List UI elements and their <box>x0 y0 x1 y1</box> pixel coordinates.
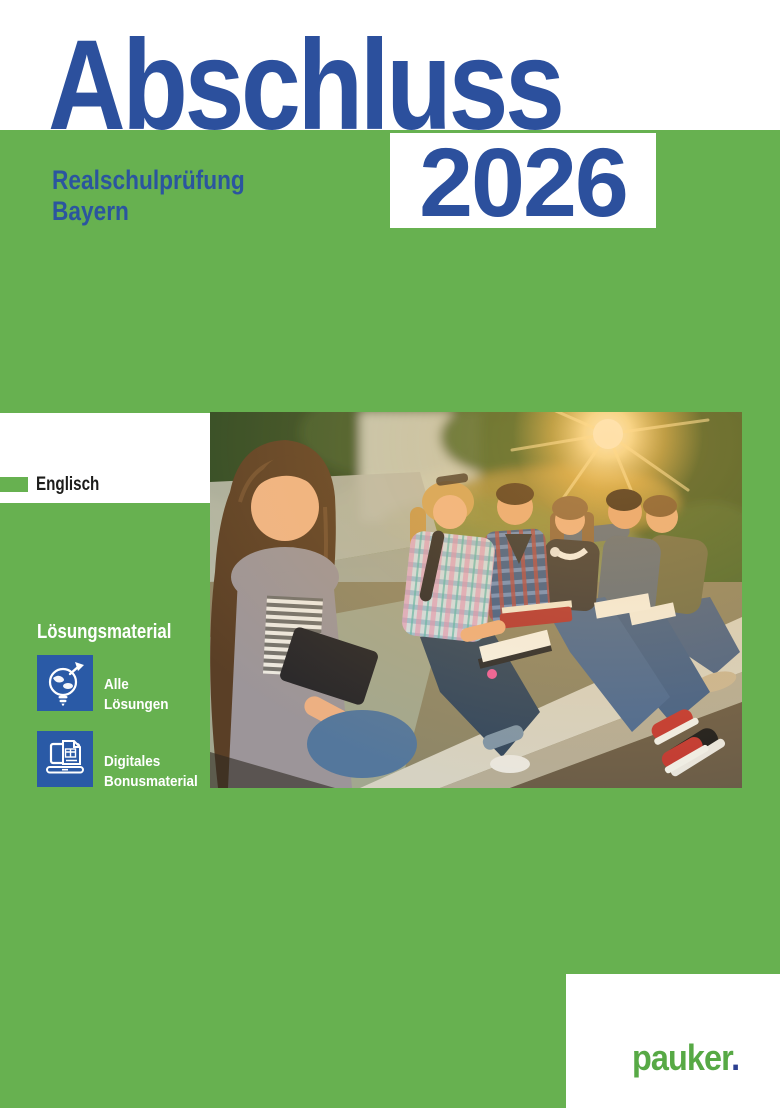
cover-photo <box>210 412 742 788</box>
subject-label: Englisch <box>36 474 100 495</box>
subject-band <box>0 413 210 503</box>
subtitle-line1: Realschulprüfung <box>52 165 245 195</box>
publisher-logo-dot: . <box>731 1037 740 1078</box>
publisher-logo <box>632 1037 751 1078</box>
subtitle <box>52 165 282 227</box>
material-label-digital <box>104 752 208 792</box>
material-label-solutions <box>104 675 176 715</box>
subtitle-line2: Bayern <box>52 196 129 226</box>
publisher-name: pauker <box>632 1037 732 1078</box>
material-label-line: Lösungen <box>104 696 169 713</box>
globe-lightbulb-arrow-icon <box>37 655 93 711</box>
materials-heading: Lösungsmaterial <box>37 621 172 643</box>
material-item-solutions <box>37 655 93 711</box>
subject-dash <box>0 477 28 492</box>
material-label-line: Bonusmaterial <box>104 773 198 790</box>
material-label-line: Alle <box>104 676 129 693</box>
laptop-document-icon <box>37 731 93 787</box>
year-text: 2026 <box>419 128 627 237</box>
title-text: Abschluss <box>48 14 562 157</box>
page-title <box>48 14 659 157</box>
material-label-line: Digitales <box>104 753 161 770</box>
publisher-box <box>566 974 780 1108</box>
material-item-digital <box>37 731 93 787</box>
cover-photo-illustration <box>210 412 742 788</box>
